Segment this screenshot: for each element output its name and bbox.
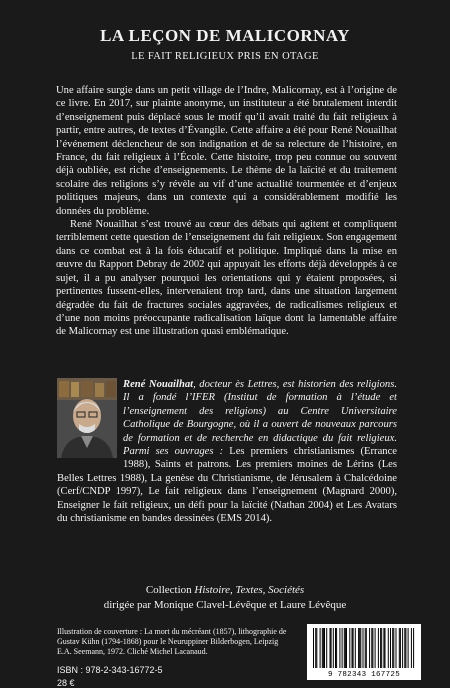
author-portrait-image: [57, 378, 117, 458]
author-photo: [57, 378, 117, 460]
isbn: ISBN : 978-2-343-16772-5: [57, 665, 163, 675]
collection-directors: dirigée par Monique Clavel-Lévêque et Laure Lévêque: [103, 599, 347, 611]
blurb-paragraph: René Nouailhat s’est trouvé au cœur des débats qui agitent et compliquent terriblement cette question de l’enseignement du fait religieux. Son engagement dans ce combat est à la fois éducatif et politique. Impliqué dans la mise en œuvre du Rapport Debray de 2002 qui appuyait les efforts déjà développés à ce sujet, il a pu analyser pourquoi les orientations qui y étaient proposées, si pertinentes fussent-elles, intervenaient trop tard, dans une situation largement dégradée du fait de fractures sociales aggravées, de radicalismes religieux et d’une non moins préoccupante radicalisation laïque dont la lamentable affaire de Malicornay est une illustration quasi emblématique.: [56, 219, 397, 338]
author-intro: , docteur ès Lettres, est historien des religions. Il a fondé l’IFER (Institut de formation à l’étude et l’enseignement des religions) au Centre Universitaire Catholique de Bourgogne, où il a ouvert de nouveaux parcours de formation et de recherche en didactique du fait religieux. Parmi ses ouvrages :: [123, 379, 397, 458]
book-subtitle: LE FAIT RELIGIEUX PRIS EN OTAGE: [131, 51, 319, 62]
barcode-bars: [307, 624, 421, 670]
barcode-digits: 9 782343 167725: [327, 671, 400, 679]
collection-info: [0, 583, 450, 613]
collection-name: Histoire, Textes, Sociétés: [194, 584, 305, 596]
author-name: René Nouailhat: [123, 379, 194, 390]
author-works: Les premiers christianismes (Errance 1988), Saints et patrons. Les premiers moines de Lérins (Les Belles Lettres 1988), La genèse du Christianisme, de Jérusalem à Chalcédoine (Cerf/CNDP 1997), Le fait religieux dans l’enseignement (Magnard 2000), Enseigner le fait religieux, un défi pour la laïcité (Nathan 2004) et Les Avatars du christianisme en bandes dessinées (EMS 2014).: [57, 446, 397, 525]
barcode: [307, 624, 421, 680]
collection-prefix: Collection: [145, 584, 195, 596]
author-bio: [57, 378, 397, 525]
book-title: LA LEÇON DE MALICORNAY: [100, 26, 350, 45]
collection-line: [0, 583, 450, 598]
price: 28 €: [57, 678, 75, 688]
blurb-paragraph: Une affaire surgie dans un petit village de l’Indre, Malicornay, est à l’origine de ce livre. En 2017, sur plainte anonyme, un instituteur a été brutalement interdit d’enseignement puis déplacé sous le motif qu’il avait traité du fait religieux à partir, entre autres, de textes d’Évangile. Cette affaire a été pour René Nouailhat l’événement déclencheur de son indignation et de sa relecture de l’histoire, en France, du fait religieux à l’École. Cette histoire, trop peu connue ou souvent déjà oubliée, est riche d’enseignements. Le thème de la laïcité et du traitement scolaire des religions s’y révèle au vif d’une actualité tourmentée et d’enjeux politiques majeurs, dans un contexte qui a considérablement modifié les données du problème.: [56, 85, 397, 217]
illustration-credit: Illustration de couverture : La mort du mécréant (1857), lithographie de Gustav Kühn (1794-1868) pour le Neuruppiner Bilderbogen, Leipzig E.A. Seemann, 1972. Cliché Michel Lacanaud.: [57, 627, 287, 657]
blurb: [56, 84, 397, 339]
